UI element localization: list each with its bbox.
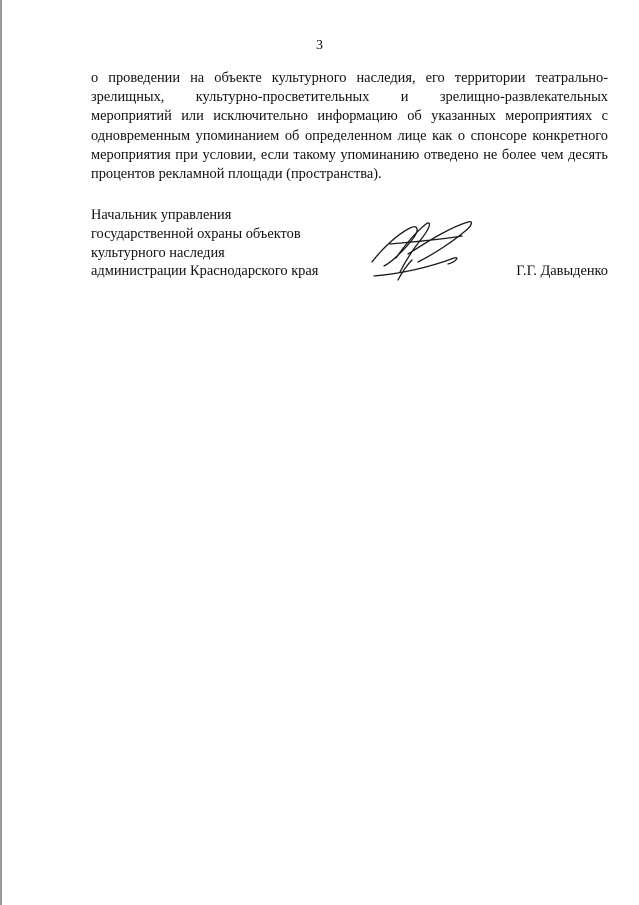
position-line-3: культурного наследия <box>91 244 225 261</box>
position-line-4: администрации Краснодарского края <box>91 263 319 280</box>
position-line-2: государственной охраны объектов <box>91 225 301 242</box>
signer-name: Г.Г. Давыденко <box>516 263 608 279</box>
page-number: 3 <box>316 38 323 53</box>
page-edge <box>0 0 2 905</box>
body-paragraph: о проведении на объекте культурного наследия, его территории театрально-зрелищных, культурно-просветительных и зрелищно-развлекательных мероприятий или исключительно информацию об указанных мероприятиях с одновременным упоминанием об определенном лице как о спонсоре конкретного мероприятия при условии, если такому упоминанию отведено не более чем десять процентов рекламной площади (пространства). <box>91 70 608 183</box>
position-line-1: Начальник управления <box>91 207 232 223</box>
signatory-position <box>91 206 318 281</box>
handwritten-signature <box>368 214 478 284</box>
